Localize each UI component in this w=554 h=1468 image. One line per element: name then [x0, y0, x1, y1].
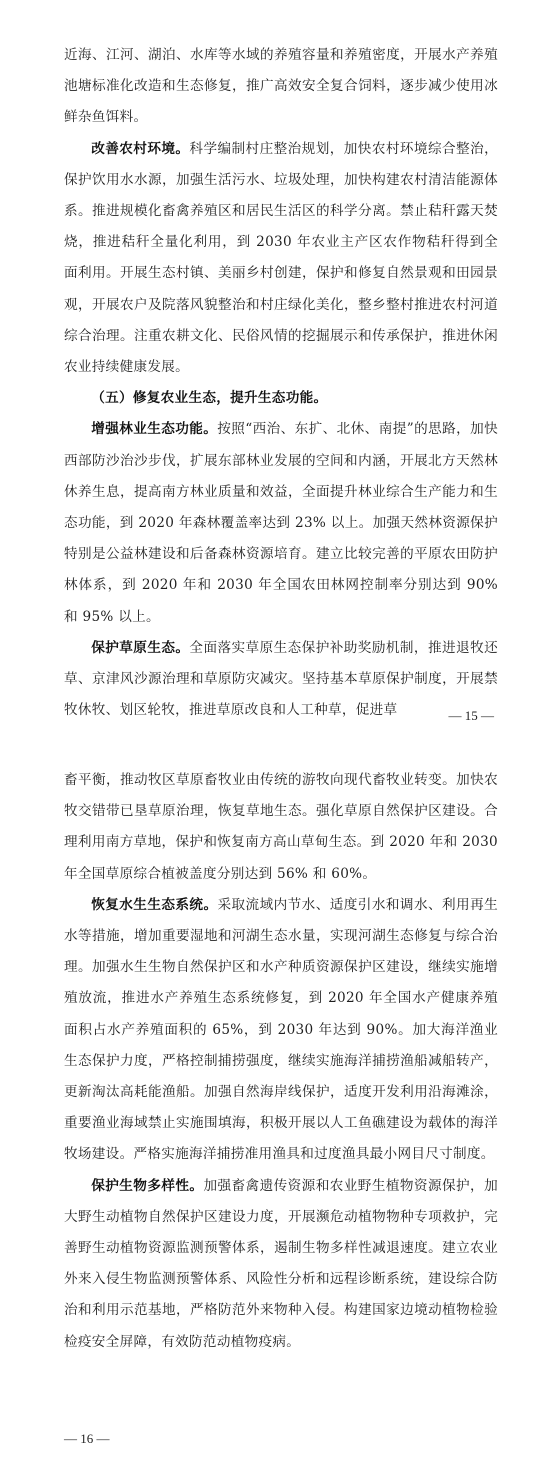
- paragraph-rural-environment: [64, 134, 498, 384]
- paragraph-heading: 保护草原生态。: [91, 639, 190, 656]
- paragraph-grassland: [64, 633, 498, 727]
- page-number: — 15 —: [448, 708, 494, 723]
- paragraph-heading: 保护生物多样性。: [91, 1177, 204, 1194]
- paragraph-forestry: [64, 414, 498, 632]
- paragraph-heading: 恢复水生生态系统。: [91, 896, 218, 913]
- paragraph-text: 科学编制村庄整治规划，加快农村环境综合整治，保护饮用水水源，加强生活污水、垃圾处理，加快构建农村清洁能源体系。推进规模化畜禽养殖区和居民生活区的科学分离。禁止秸秆露天焚烧，推进秸秆全量化利用，到 2030 年农业主产区农作物秸秆得到全面利用。开展生态村镇、美丽乡村创建，保护和修复自然景观和田园景观，开展农户及院落风貌整治和村庄绿化美化，整乡整村推进农村河道综合治理。注重农耕文化、民俗风情的挖掘展示和传承保护，推进休闲农业持续健康发展。: [64, 140, 498, 376]
- paragraph-aquatic-ecosystem: [64, 890, 498, 1171]
- page-16-body: [64, 765, 498, 1358]
- paragraph-biodiversity: [64, 1171, 498, 1358]
- paragraph-text: 畜平衡，推动牧区草原畜牧业由传统的游牧向现代畜牧业转变。加快农牧交错带已垦草原治理，恢复草地生态。强化草原自然保护区建设。合理利用南方草地，保护和恢复南方高山草甸生态。到 2020 年和 2030 年全国草原综合植被盖度分别达到 56% 和 60%。: [64, 772, 498, 882]
- paragraph-heading: 增强林业生态功能。: [91, 421, 218, 438]
- paragraph-text: 全面落实草原生态保护补助奖励机制，推进退牧还草、京津风沙源治理和草原防灾减灾。坚持基本草原保护制度，开展禁牧休牧、划区轮牧，推进草原改良和人工种草，促进草: [64, 639, 498, 719]
- page-15-body: [64, 40, 498, 726]
- paragraph-text: 近海、江河、湖泊、水库等水域的养殖容量和养殖密度，开展水产养殖池塘标准化改造和生态修复，推广高效安全复合饲料，逐步减少使用冰鲜杂鱼饵料。: [64, 47, 498, 126]
- paragraph-continued: [64, 765, 498, 890]
- page-number: — 16 —: [64, 1431, 110, 1446]
- paragraph-text: 按照“西治、东扩、北休、南提”的思路，加快西部防沙治沙步伐，扩展东部林业发展的空间和内涵，开展北方天然林休养生息，提高南方林业质量和效益，全面提升林业综合生产能力和生态功能，到 2020 年森林覆盖率达到 23% 以上。加强天然林资源保护特别是公益林建设和后备森林资源培育。建立比较完善的平原农田防护林体系，到 2020 年和 2030 年全国农田林网控制率分别达到 90% 和 95% 以上。: [64, 421, 498, 625]
- paragraph-continued: [64, 40, 498, 134]
- section-title: （五）修复农业生态，提升生态功能。: [91, 390, 328, 407]
- paragraph-text: 采取流域内节水、适度引水和调水、利用再生水等措施，增加重要湿地和河湖生态水量，实现河湖生态修复与综合治理。加强水生生物自然保护区和水产种质资源保护区建设，继续实施增殖放流，推进水产养殖生态系统修复，到 2020 年全国水产健康养殖面积占水产养殖面积的 65%，到 2030 年达到 90%。加大海洋渔业生态保护力度，严格控制捕捞强度，继续实施海洋捕捞渔船减船转产，更新淘汰高耗能渔船。加强自然海岸线保护，适度开发利用沿海滩涂，重要渔业海域禁止实施围填海，积极开展以人工鱼礁建设为载体的海洋牧场建设。严格实施海洋捕捞准用渔具和过度渔具最小网目尺寸制度。: [64, 896, 498, 1163]
- paragraph-text: 加强畜禽遗传资源和农业野生植物资源保护，加大野生动植物自然保护区建设力度，开展濒危动植物物种专项救护，完善野生动植物资源监测预警体系，遏制生物多样性减退速度。建立农业外来入侵生物监测预警体系、风险性分析和远程诊断系统，建设综合防治和利用示范基地，严格防范外来物种入侵。构建国家边境动植物检验检疫安全屏障，有效防范动植物疫病。: [64, 1177, 498, 1350]
- paragraph-heading: 改善农村环境。: [91, 140, 190, 157]
- page-16: [0, 734, 554, 1468]
